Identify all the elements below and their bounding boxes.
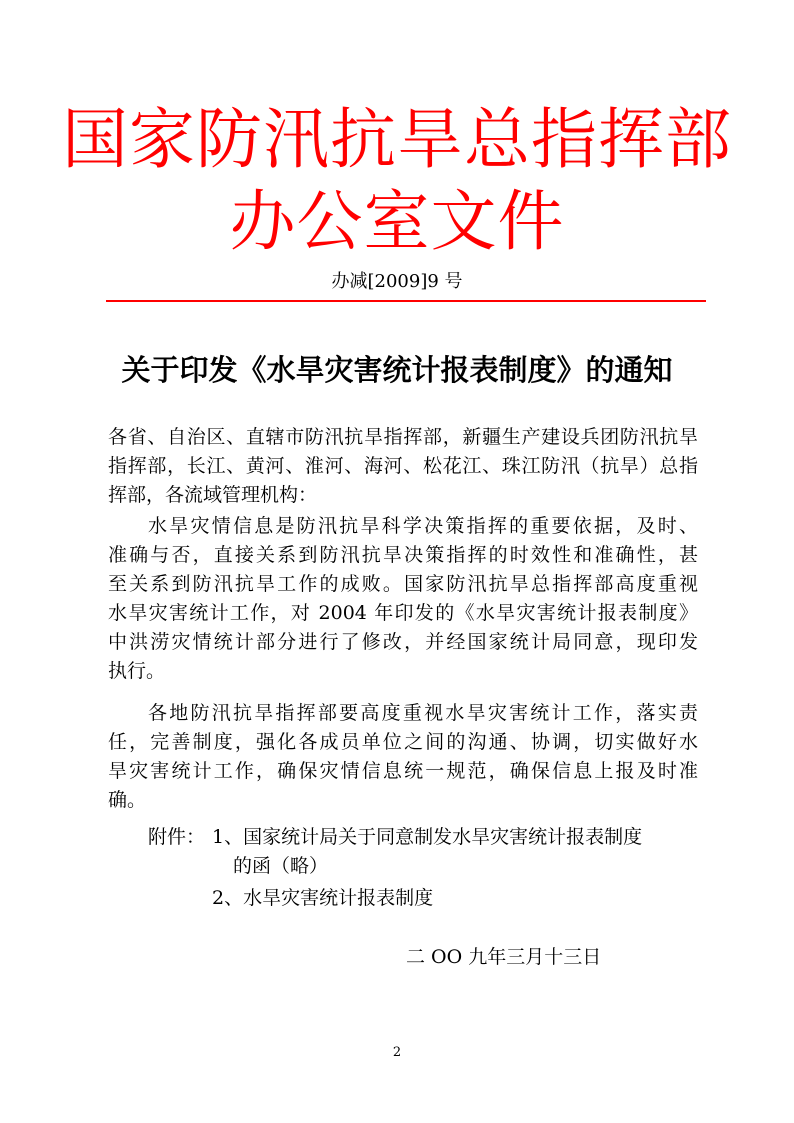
paragraph-line: 水旱灾害统计工作，对 2004 年印发的《水旱灾害统计报表制度》 [108,602,698,624]
addressee-block [108,423,698,510]
paragraph-line: 任，完善制度，强化各成员单位之间的沟通、协调，切实做好水 [108,731,698,753]
attachments-label: 附件： [148,826,206,848]
paragraph-line: 各地防汛抗旱指挥部要高度重视水旱灾害统计工作，落实责 [148,702,698,724]
paragraph-line: 确。 [108,789,147,811]
attachment-item-1: 1、国家统计局关于同意制发水旱灾害统计报表制度 [212,826,643,848]
issuer-name-line2: 办公室文件 [229,183,565,260]
attachment-item-2: 2、水旱灾害统计报表制度 [212,887,434,909]
addressee-line: 指挥部，长江、黄河、淮河、海河、松花江、珠江防汛（抗旱）总指 [108,455,698,477]
document-title: 关于印发《水旱灾害统计报表制度》的通知 [121,353,673,387]
addressee-line: 挥部，各流域管理机构： [108,484,318,506]
paragraph-line: 执行。 [108,660,166,682]
paragraph-line: 水旱灾情信息是防汛抗旱科学决策指挥的重要依据，及时、 [148,515,698,537]
paragraph-2 [108,699,698,815]
paragraph-line: 准确与否，直接关系到防汛抗旱决策指挥的时效性和准确性，甚 [108,544,698,566]
paragraph-line: 旱灾害统计工作，确保灾情信息统一规范，确保信息上报及时准 [108,760,698,782]
document-number: 办减[2009]9 号 [331,271,463,292]
issuer-name-line1: 国家防汛抗旱总指挥部 [62,101,732,178]
attachment-item-1-continued: 的函（略） [233,855,329,877]
paragraph-line: 中洪涝灾情统计部分进行了修改，并经国家统计局同意，现印发 [108,631,698,653]
paragraph-1 [108,512,698,686]
addressee-line: 各省、自治区、直辖市防汛抗旱指挥部，新疆生产建设兵团防汛抗旱 [108,426,698,448]
paragraph-line: 至关系到防汛抗旱工作的成败。国家防汛抗旱总指挥部高度重视 [108,573,698,595]
issue-date: 二 OO 九年三月十三日 [406,946,602,968]
page-number: 2 [392,1045,402,1060]
red-divider-line [106,300,706,302]
